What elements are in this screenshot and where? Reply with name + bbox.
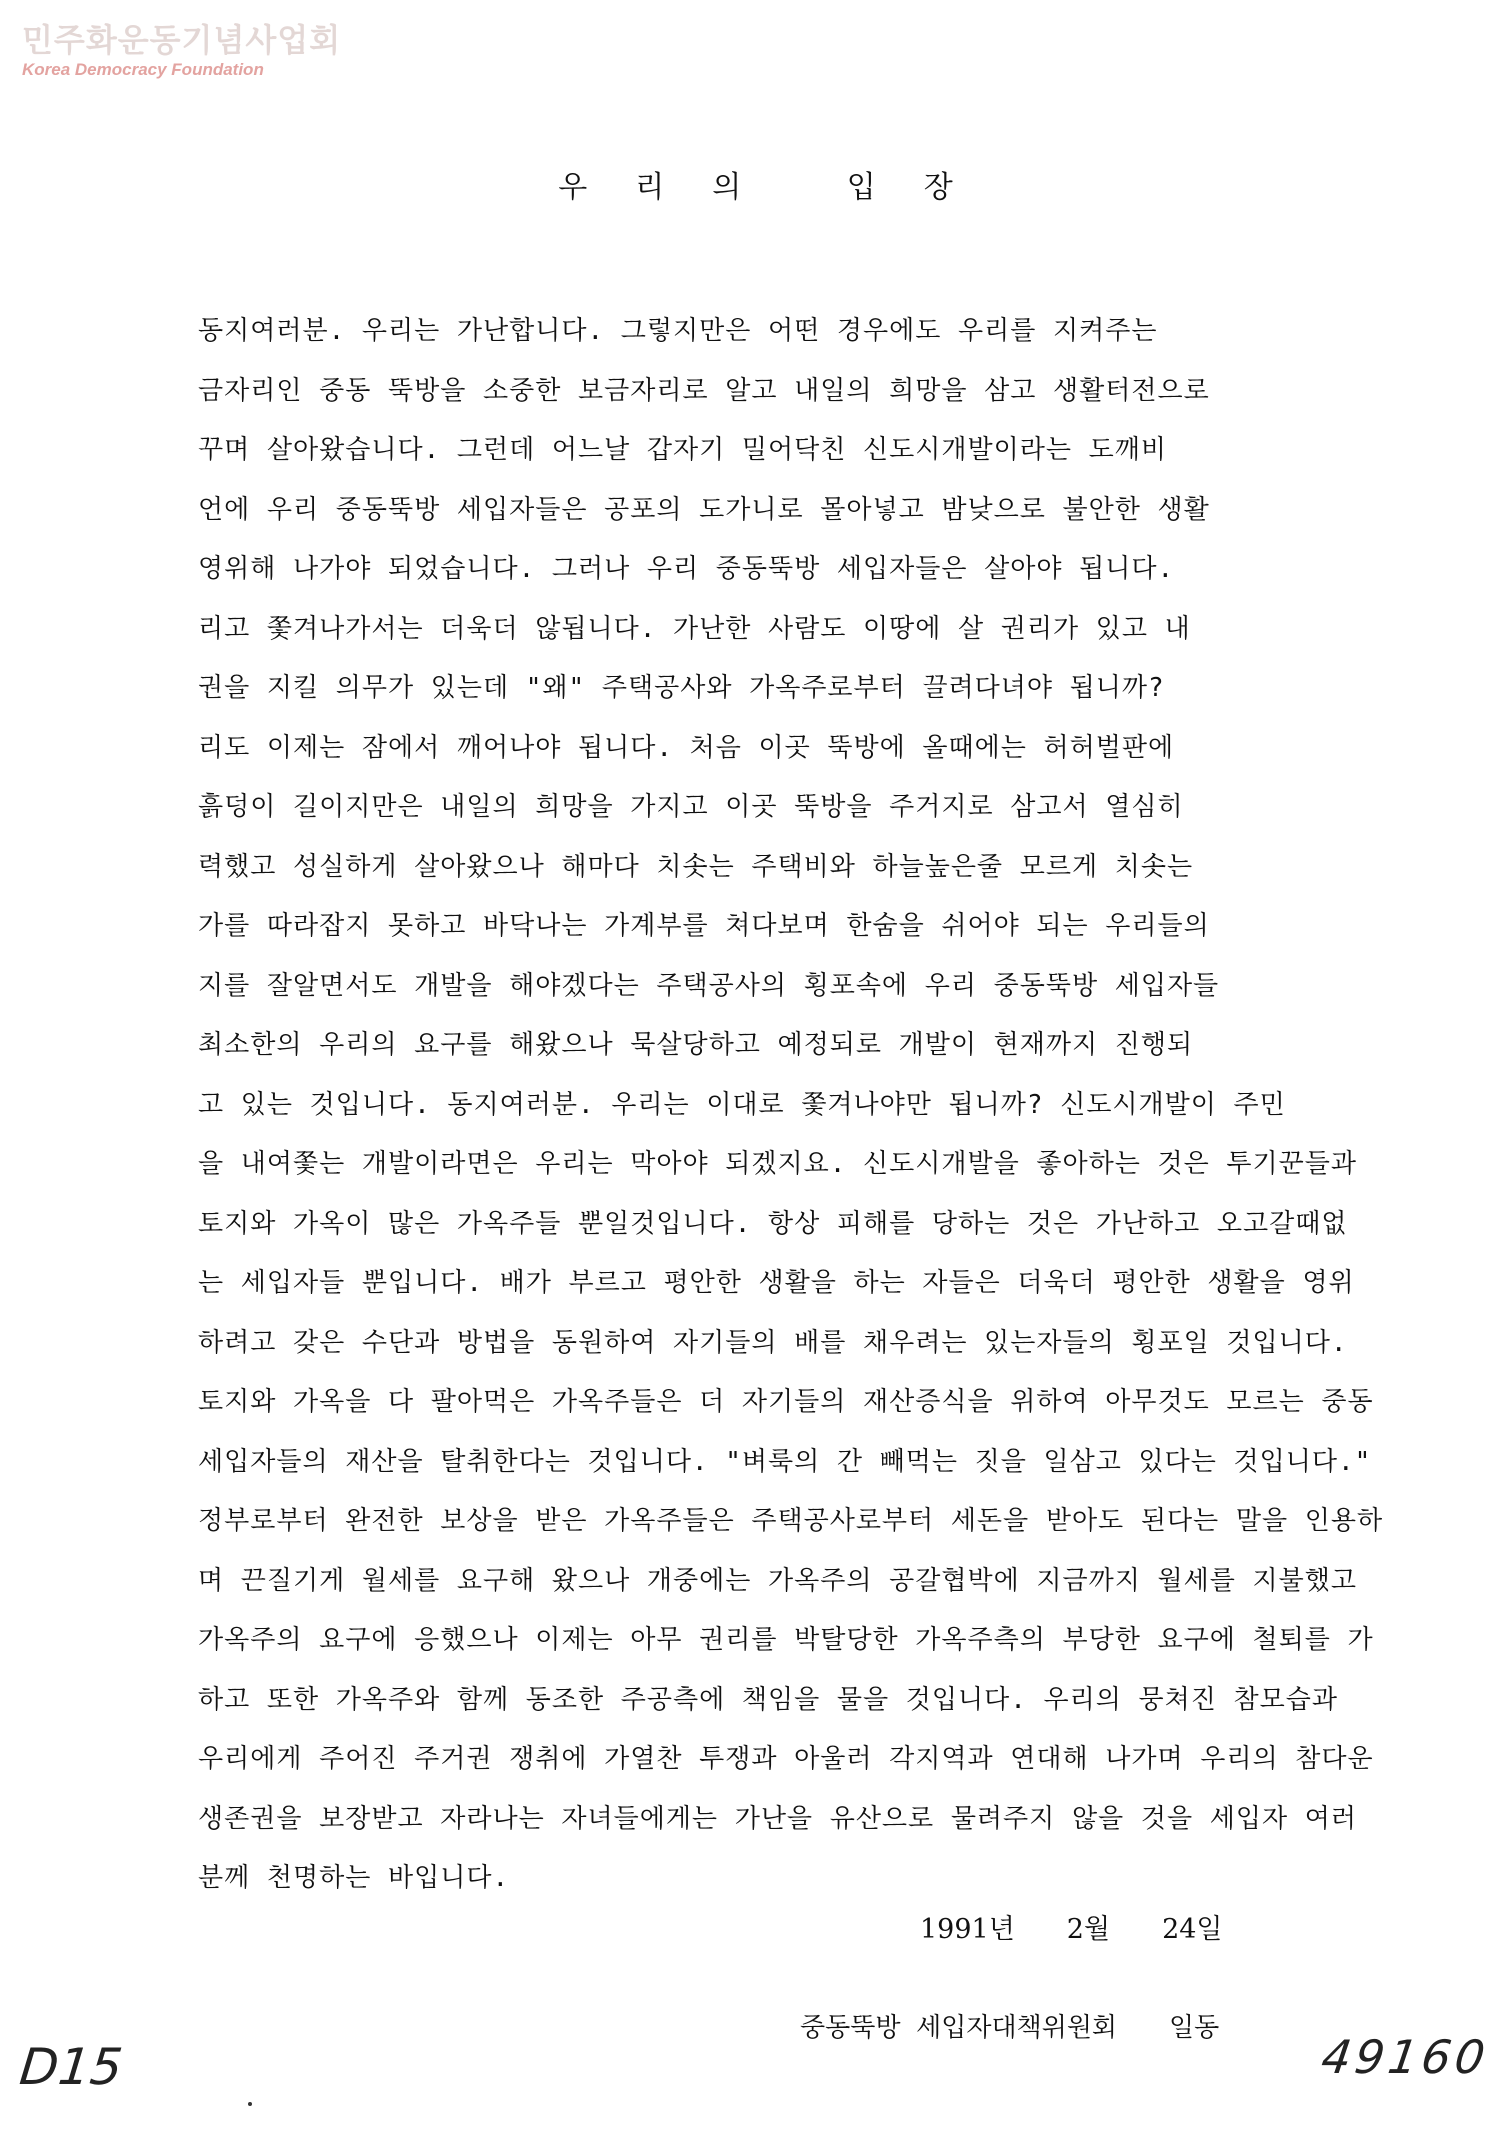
handwritten-archive-number: 49160: [1318, 2030, 1493, 2084]
body-line: 가를 따라잡지 못하고 바닥나는 가계부를 쳐다보며 한숨을 쉬어야 되는 우리들의: [198, 911, 1210, 941]
body-line: 금자리인 중동 뚝방을 소중한 보금자리로 알고 내일의 희망을 삼고 생활터전으로: [198, 375, 1210, 406]
body-line: 권을 지킬 의무가 있는데 "왜" 주택공사와 가옥주로부터 끌려다녀야 됩니까?: [198, 673, 1165, 703]
body-line: 동지여러분. 우리는 가난합니다. 그렇지만은 어떤 경우에도 우리를 지켜주는: [198, 316, 1158, 346]
body-line: 영위해 나가야 되었습니다. 그러나 우리 중동뚝방 세입자들은 살아야 됩니다.: [198, 554, 1175, 584]
body-line: 분께 천명하는 바입니다.: [198, 1863, 510, 1893]
body-line: 언에 우리 중동뚝방 세입자들은 공포의 도가니로 몰아넣고 밤낮으로 불안한 생활: [198, 494, 1210, 525]
date-day: 24일: [1162, 1914, 1223, 1945]
body-line: 가옥주의 요구에 응했으나 이제는 아무 권리를 박탈당한 가옥주측의 부당한 요구에 철퇴를 가: [198, 1625, 1374, 1655]
body-line: 우리에게 주어진 주거권 쟁취에 가열찬 투쟁과 아울러 각지역과 연대해 나가며 우리의 참다운: [198, 1744, 1374, 1774]
body-line: 리도 이제는 잠에서 깨어나야 됩니다. 처음 이곳 뚝방에 올때에는 허허벌판에: [198, 732, 1175, 763]
watermark-english: Korea Democracy Foundation: [22, 60, 264, 79]
date-month: 2월: [1066, 1914, 1111, 1945]
body-line: 력했고 성실하게 살아왔으나 해마다 치솟는 주택비와 하늘높은줄 모르게 치솟는: [198, 851, 1194, 882]
body-line: 토지와 가옥을 다 팔아먹은 가옥주들은 더 자기들의 재산증식을 위하여 아무것도 모르는 중동: [198, 1387, 1374, 1417]
handwritten-mark-left: D15: [16, 2038, 126, 2096]
body-line: 지를 잘알면서도 개발을 해야겠다는 주택공사의 횡포속에 우리 중동뚝방 세입자들: [198, 970, 1220, 1001]
statement-body: [198, 302, 1413, 1909]
body-line: 는 세입자들 뿐입니다. 배가 부르고 평안한 생활을 하는 자들은 더욱더 평안한 생활을 영위: [198, 1268, 1355, 1298]
watermark-korean: 민주화운동기념사업회: [22, 21, 342, 59]
body-line: 꾸며 살아왔습니다. 그런데 어느날 갑자기 밀어닥친 신도시개발이라는 도깨비: [198, 435, 1167, 465]
body-line: 최소한의 우리의 요구를 해왔으나 묵살당하고 예정되로 개발이 현재까지 진행되: [198, 1030, 1194, 1060]
signature-organization: 중동뚝방 세입자대책위원회: [800, 2013, 1118, 2043]
body-line: 토지와 가옥이 많은 가옥주들 뿐일것입니다. 항상 피해를 당하는 것은 가난하고 오고갈때없: [198, 1208, 1348, 1239]
foundation-watermark: [22, 20, 341, 80]
body-line: 며 끈질기게 월세를 요구해 왔으나 개중에는 가옥주의 공갈협박에 지금까지 월세를 지불했고: [198, 1565, 1357, 1596]
body-line: 을 내여쫓는 개발이라면은 우리는 막아야 되겠지요. 신도시개발을 좋아하는 것은 투기꾼들과: [198, 1149, 1357, 1179]
date-year: 1991년: [920, 1914, 1015, 1945]
body-line: 세입자들의 재산을 탈취한다는 것입니다. "벼룩의 간 빼먹는 짓을 일삼고 있다는 것입니다.": [198, 1446, 1372, 1477]
body-line: 하려고 갖은 수단과 방법을 동원하여 자기들의 배를 채우려는 있는자들의 횡포일 것입니다.: [198, 1327, 1348, 1358]
signature-line: [800, 2010, 1219, 2046]
body-line: 정부로부터 완전한 보상을 받은 가옥주들은 주택공사로부터 세돈을 받아도 된다는 말을 인용하: [198, 1506, 1384, 1536]
signature-suffix: 일동: [1169, 2013, 1220, 2043]
body-line: 하고 또한 가옥주와 함께 동조한 주공측에 책임을 물을 것입니다. 우리의 뭉쳐진 참모습과: [198, 1684, 1339, 1715]
body-line: 흙덩이 길이지만은 내일의 희망을 가지고 이곳 뚝방을 주거지로 삼고서 열심히: [198, 792, 1184, 822]
statement-date: [920, 1912, 1275, 1948]
document-title: 우리의 입장: [558, 170, 1001, 205]
scan-speck: [248, 2102, 252, 2106]
body-line: 고 있는 것입니다. 동지여러분. 우리는 이대로 쫓겨나야만 됩니까? 신도시개발이 주민: [198, 1089, 1286, 1120]
body-line: 리고 쫓겨나가서는 더욱더 않됩니다. 가난한 사람도 이땅에 살 권리가 있고 내: [198, 613, 1191, 644]
body-line: 생존권을 보장받고 자라나는 자녀들에게는 가난을 유산으로 물려주지 않을 것을 세입자 여러: [198, 1803, 1357, 1834]
